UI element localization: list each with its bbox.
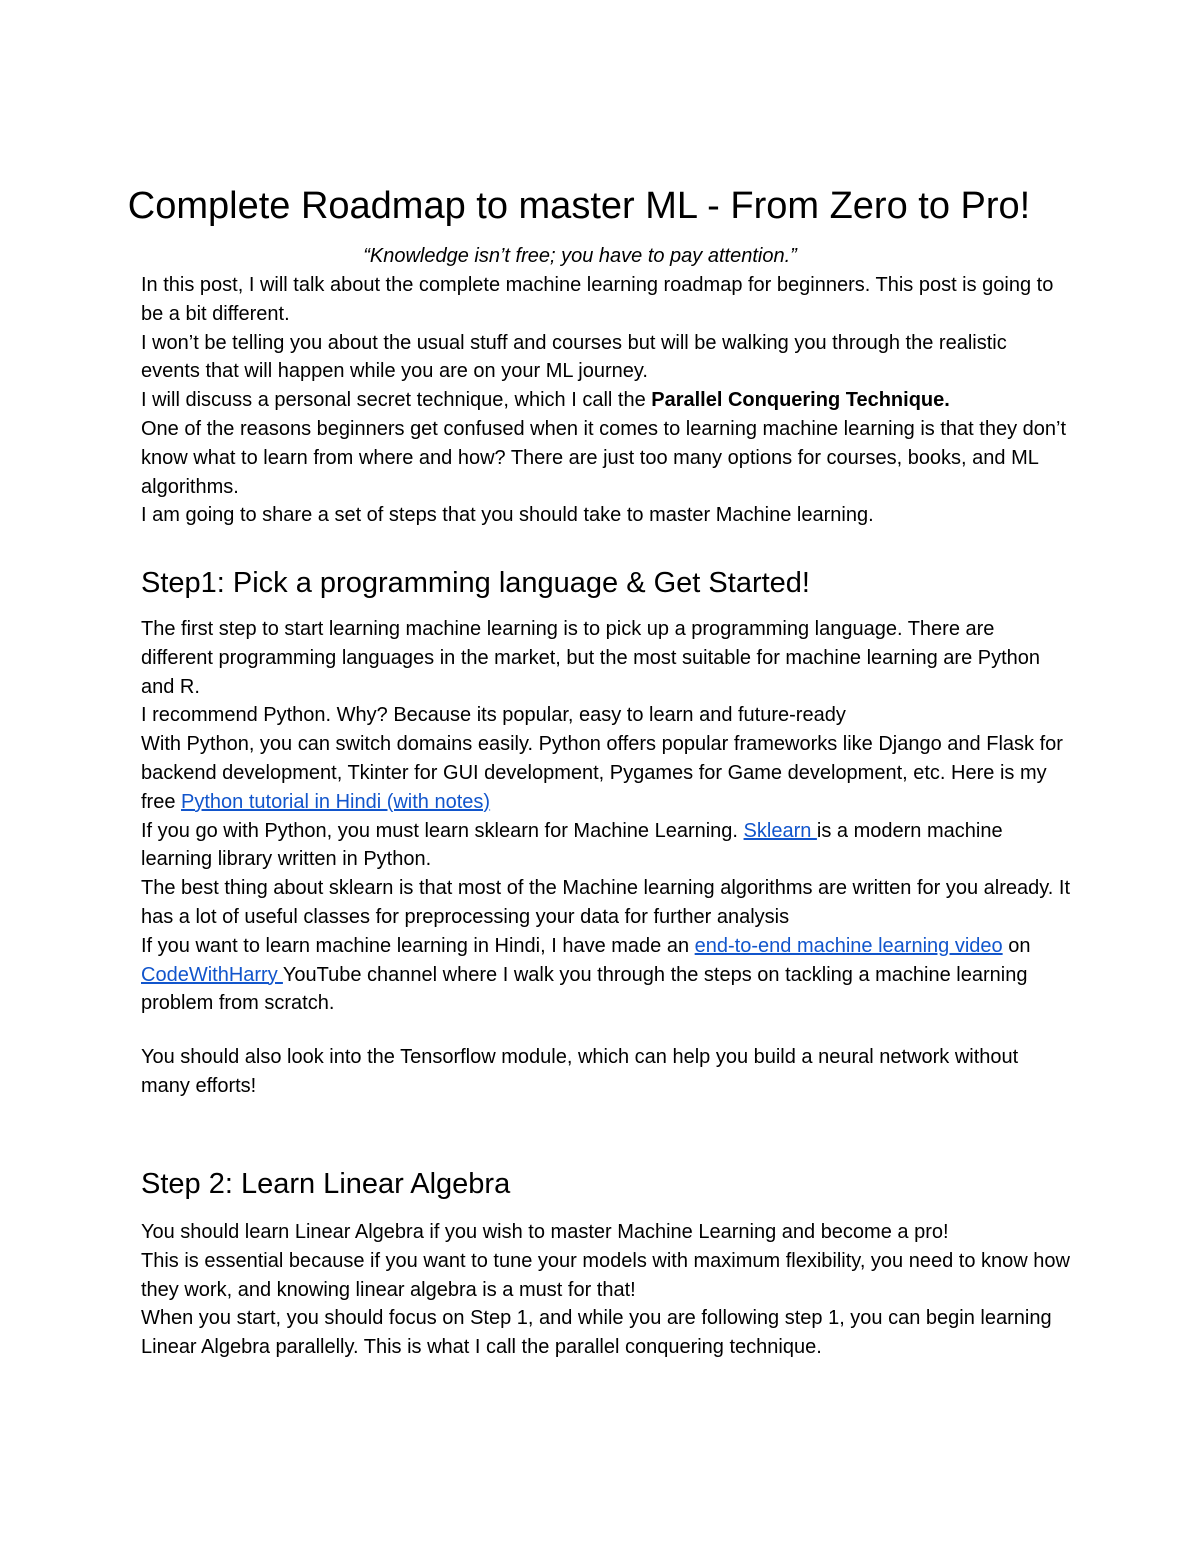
step2-paragraph: When you start, you should focus on Step 1, and while you are following step 1, you can begin learning Linear Algebra parallelly. This is what I call the parallel conquering technique. bbox=[141, 1307, 1052, 1359]
step1-paragraph bbox=[141, 817, 1071, 875]
step1-text: With Python, you can switch domains easily. Python offers popular frameworks like Django and Flask for backend development, Tkinter for GUI development, Pygames for Game development, etc. Here is my free bbox=[141, 733, 1063, 813]
step1-text: is a modern machine learning library written in Python. bbox=[141, 819, 1003, 871]
step2-heading: Step 2: Learn Linear Algebra bbox=[141, 1168, 511, 1200]
step1-paragraph: The first step to start learning machine learning is to pick up a programming language. There are different programming languages in the market, but the most suitable for machine learning are Python and R. bbox=[141, 618, 1041, 698]
intro-paragraph: I am going to share a set of steps that you should take to master Machine learning. bbox=[141, 504, 874, 527]
step1-paragraph: The best thing about sklearn is that most of the Machine learning algorithms are written for you already. It has a lot of useful classes for preprocessing your data for further analysis bbox=[141, 877, 1070, 928]
step1-paragraph: You should also look into the Tensorflow module, which can help you build a neural network without many efforts! bbox=[141, 1046, 1019, 1097]
step1-heading: Step1: Pick a programming language & Get Started! bbox=[141, 567, 810, 599]
step2-section bbox=[141, 1218, 1071, 1362]
intro-paragraph: One of the reasons beginners get confused when it comes to learning machine learning is that they don’t know what to learn from where and how? There are just too many options for courses, books, and ML algorithms. bbox=[141, 417, 1067, 498]
step1-paragraph bbox=[141, 730, 1071, 816]
technique-name: Parallel Conquering Technique. bbox=[651, 389, 950, 412]
sklearn-link[interactable]: Sklearn bbox=[743, 819, 817, 842]
step1-paragraph: I recommend Python. Why? Because its popular, easy to learn and future-ready bbox=[141, 704, 846, 727]
ml-video-link[interactable]: end-to-end machine learning video bbox=[694, 934, 1003, 957]
step2-paragraph: This is essential because if you want to tune your models with maximum flexibility, you need to know how they work, and knowing linear algebra is a must for that! bbox=[141, 1249, 1070, 1301]
intro-text: I will discuss a personal secret technique, which I call the bbox=[141, 389, 652, 412]
step1-text: If you go with Python, you must learn sklearn for Machine Learning. bbox=[141, 819, 744, 842]
python-tutorial-link[interactable]: Python tutorial in Hindi (with notes) bbox=[181, 790, 491, 813]
page-title: Complete Roadmap to master ML - From Zero to Pro! bbox=[127, 185, 1031, 227]
step1-section bbox=[141, 615, 1071, 1018]
step1-section-continued bbox=[141, 1043, 1071, 1101]
step1-paragraph bbox=[141, 932, 1071, 1018]
intro-paragraph bbox=[141, 386, 1071, 415]
step1-text: If you want to learn machine learning in Hindi, I have made an bbox=[141, 934, 695, 957]
codewithharry-link[interactable]: CodeWithHarry bbox=[141, 963, 283, 986]
intro-paragraph: In this post, I will talk about the complete machine learning roadmap for beginners. This post is going to be a bit different. bbox=[141, 274, 1054, 325]
step1-text: on bbox=[1002, 934, 1031, 957]
epigraph-quote: “Knowledge isn’t free; you have to pay attention.” bbox=[363, 245, 797, 267]
step2-paragraph: You should learn Linear Algebra if you wish to master Machine Learning and become a pro! bbox=[141, 1221, 949, 1243]
intro-paragraph: I won’t be telling you about the usual stuff and courses but will be walking you through the realistic events that will happen while you are on your ML journey. bbox=[141, 331, 1007, 383]
intro-section bbox=[141, 271, 1071, 530]
step1-text: YouTube channel where I walk you through the steps on tackling a machine learning problem from scratch. bbox=[141, 963, 1028, 1015]
